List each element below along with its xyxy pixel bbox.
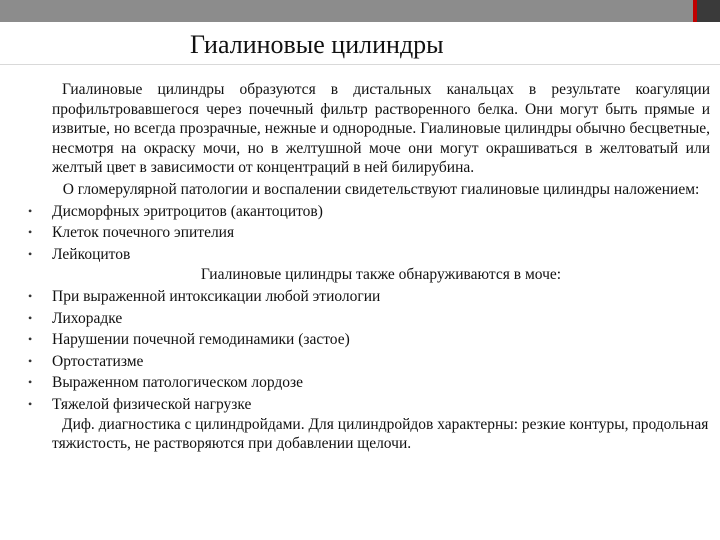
top-bar	[0, 0, 693, 22]
list-item	[22, 202, 710, 222]
list-item-text: Нарушении почечной гемодинамики (застое)	[52, 331, 350, 349]
section2-heading: Гиалиновые цилиндры также обнаруживаются в моче:	[200, 266, 562, 284]
bullet-icon: •	[28, 288, 33, 303]
list-item	[22, 352, 710, 372]
list-item	[22, 287, 710, 307]
list-item	[22, 309, 710, 329]
bullet-icon: •	[28, 353, 33, 368]
list-item-text: Лихорадке	[52, 309, 123, 327]
closing-paragraph: Диф. диагностика с цилиндройдами. Для цилиндройдов характерны: резкие контуры, продольная тяжистость, не растворяются при добавлении щелочи.	[52, 415, 709, 453]
top-bar-corner	[697, 0, 720, 22]
bullet-icon: •	[28, 225, 33, 240]
bullet-icon: •	[28, 375, 33, 390]
bullet-icon: •	[28, 246, 33, 261]
section2-list	[22, 287, 710, 415]
list-item-text: Выраженном патологическом лордозе	[52, 374, 304, 392]
list-item	[22, 223, 710, 243]
bullet-icon: •	[28, 396, 33, 411]
list-item	[22, 395, 710, 415]
bullet-icon: •	[28, 310, 33, 325]
list-item-text: Тяжелой физической нагрузке	[52, 395, 252, 413]
slide-title: Гиалиновые цилиндры	[190, 30, 444, 59]
list-item	[22, 330, 710, 350]
section1-heading: О гломерулярной патологии и воспалении свидетельствуют гиалиновые цилиндры наложением:	[62, 180, 700, 198]
title-divider	[0, 64, 720, 65]
bullet-icon: •	[28, 203, 33, 218]
list-item-text: Дисморфных эритроцитов (акантоцитов)	[52, 202, 323, 220]
list-item-text: Ортостатизме	[52, 352, 144, 370]
list-item-text: При выраженной интоксикации любой этиологии	[52, 287, 381, 305]
list-item-text: Клеток почечного эпителия	[52, 224, 235, 242]
section1-list	[22, 202, 710, 265]
list-item	[22, 373, 710, 393]
list-item-text: Лейкоцитов	[52, 245, 131, 263]
intro-paragraph: Гиалиновые цилиндры образуются в дистальных канальцах в результате коагуляции профильтровавшегося через почечный фильтр растворенного белка. Они могут быть прямые и извитые, но всегда прозрачные, нежные и однородные. Гиалиновые цилиндры обычно бесцветные, несмотря на окраску мочи, но в желтушной моче они могут окрашиваться в желтоватый или желтый цвет в зависимости от концентраций в ней билирубина.	[52, 81, 710, 177]
slide-content	[22, 80, 710, 454]
bullet-icon: •	[28, 332, 33, 347]
list-item	[22, 245, 710, 265]
